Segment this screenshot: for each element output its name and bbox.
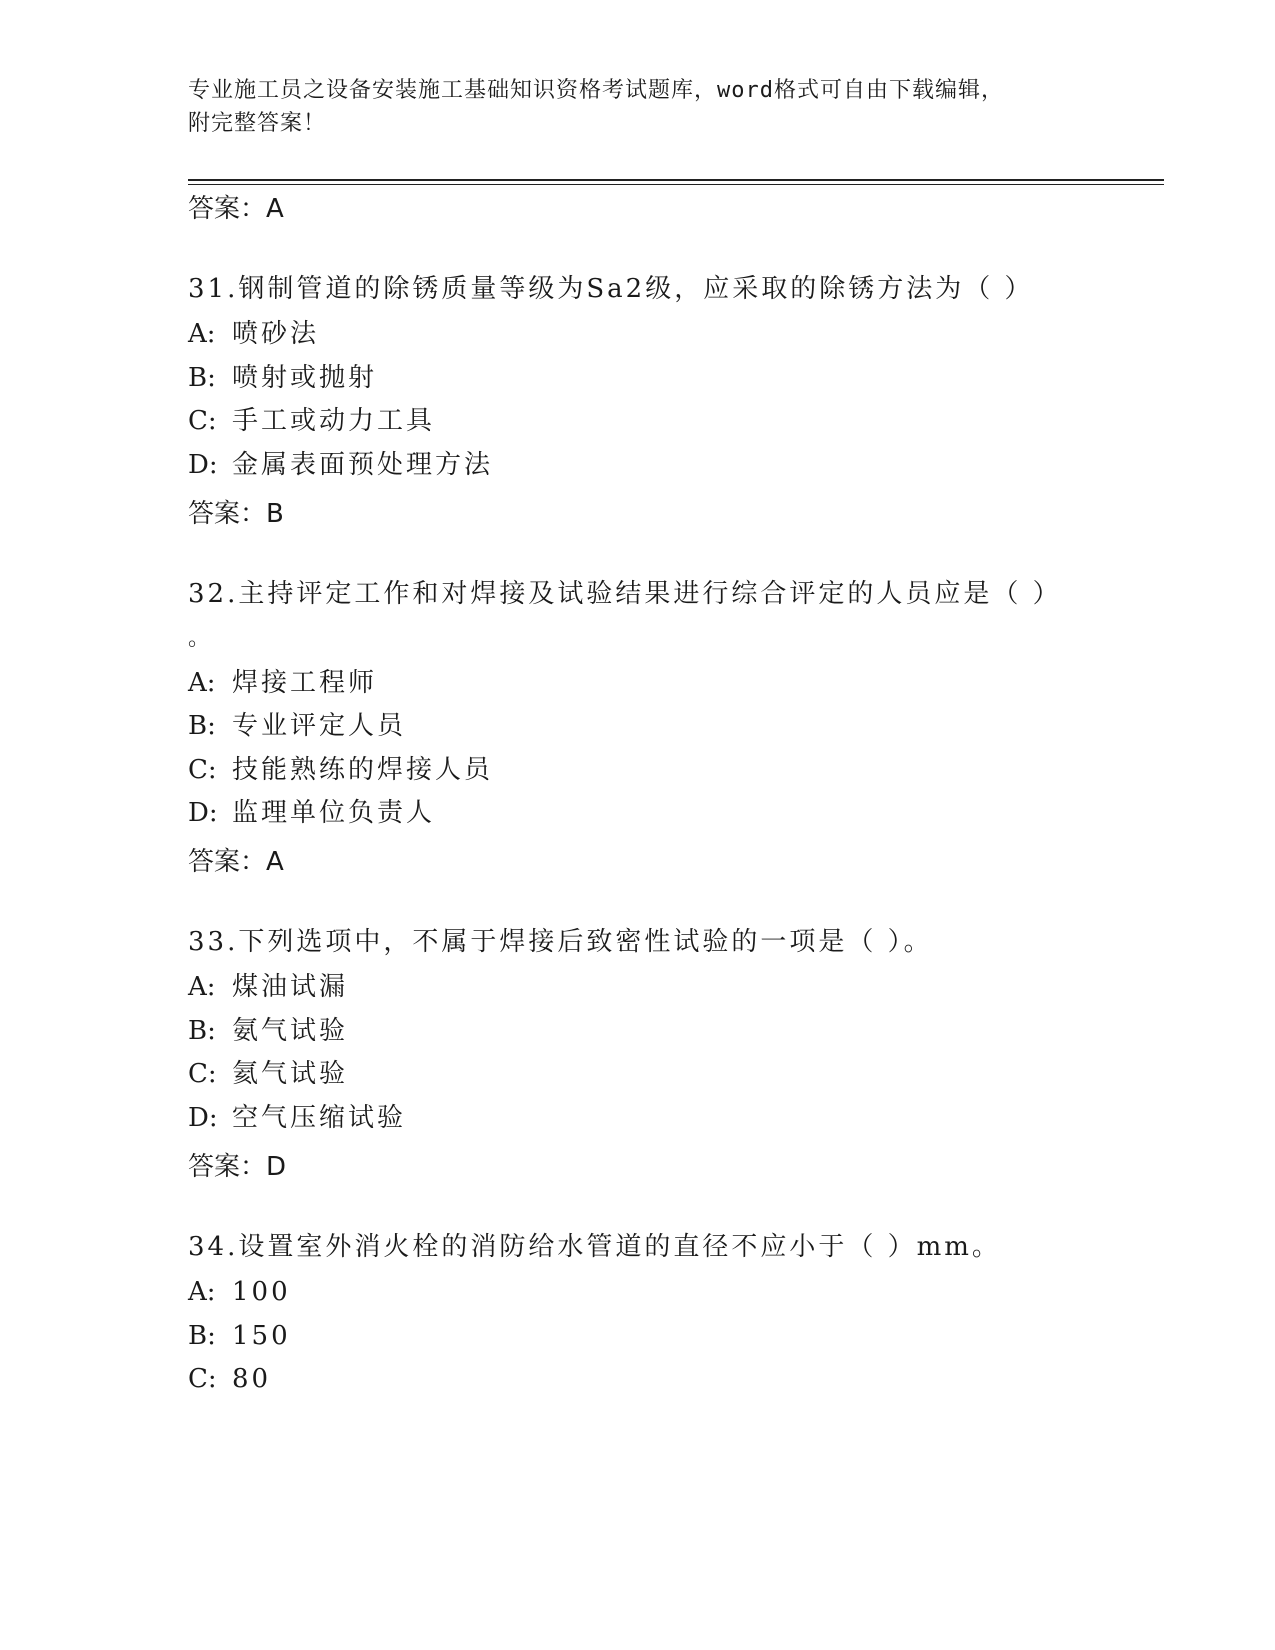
answer-32: 答案：A bbox=[188, 847, 284, 877]
header-line-1: 专业施工员之设备安装施工基础知识资格考试题库，word格式可自由下载编辑， bbox=[188, 78, 1004, 103]
option-key: D: bbox=[188, 798, 218, 828]
previous-answer: 答案：A bbox=[188, 194, 284, 224]
option-b bbox=[188, 1014, 348, 1048]
option-c bbox=[188, 753, 493, 787]
option-text: 煤油试漏 bbox=[232, 972, 349, 1002]
option-key: C: bbox=[188, 406, 217, 436]
option-key: B: bbox=[188, 711, 216, 741]
option-text: 监理单位负责人 bbox=[232, 798, 436, 828]
option-text: 氦气试验 bbox=[232, 1059, 349, 1089]
option-text: 焊接工程师 bbox=[232, 668, 378, 698]
option-c bbox=[188, 404, 435, 438]
question-33: 33.下列选项中，不属于焊接后致密性试验的一项是（ ）。 bbox=[188, 927, 933, 957]
answer-31: 答案：B bbox=[188, 499, 284, 529]
option-c bbox=[188, 1362, 271, 1396]
option-text: 专业评定人员 bbox=[232, 711, 407, 741]
header-divider-thick bbox=[188, 179, 1164, 181]
option-key: C: bbox=[188, 755, 217, 785]
option-d bbox=[188, 796, 435, 830]
option-text: 技能熟练的焊接人员 bbox=[232, 755, 494, 785]
option-key: A: bbox=[188, 319, 216, 349]
answer-33: 答案：D bbox=[188, 1152, 287, 1182]
option-text: 80 bbox=[232, 1364, 272, 1394]
document-header bbox=[188, 74, 1068, 140]
option-key: A: bbox=[188, 668, 216, 698]
option-c bbox=[188, 1057, 348, 1091]
option-d bbox=[188, 448, 493, 482]
header-divider-thin bbox=[188, 184, 1164, 185]
option-key: A: bbox=[188, 1277, 216, 1307]
option-text: 氨气试验 bbox=[232, 1016, 349, 1046]
option-a bbox=[188, 666, 377, 700]
option-a bbox=[188, 970, 348, 1004]
option-a bbox=[188, 317, 319, 351]
option-text: 100 bbox=[232, 1277, 291, 1307]
option-key: D: bbox=[188, 1103, 218, 1133]
question-34: 34.设置室外消火栓的消防给水管道的直径不应小于（ ）mm。 bbox=[188, 1232, 1001, 1262]
option-text: 150 bbox=[232, 1321, 291, 1351]
option-text: 金属表面预处理方法 bbox=[232, 450, 494, 480]
option-b bbox=[188, 361, 377, 395]
option-key: C: bbox=[188, 1364, 217, 1394]
option-text: 手工或动力工具 bbox=[232, 406, 436, 436]
option-key: B: bbox=[188, 363, 216, 393]
option-b bbox=[188, 709, 406, 743]
option-key: D: bbox=[188, 450, 218, 480]
option-key: B: bbox=[188, 1321, 216, 1351]
option-key: B: bbox=[188, 1016, 216, 1046]
option-text: 喷射或抛射 bbox=[232, 363, 378, 393]
option-key: C: bbox=[188, 1059, 217, 1089]
header-line-2: 附完整答案！ bbox=[188, 111, 327, 136]
question-32-continuation: 。 bbox=[188, 626, 211, 651]
option-b bbox=[188, 1319, 291, 1353]
question-32: 32.主持评定工作和对焊接及试验结果进行综合评定的人员应是（ ） bbox=[188, 579, 1062, 609]
question-31: 31.钢制管道的除锈质量等级为Sa2级，应采取的除锈方法为（ ） bbox=[188, 274, 1034, 304]
option-key: A: bbox=[188, 972, 216, 1002]
option-text: 喷砂法 bbox=[232, 319, 320, 349]
option-d bbox=[188, 1101, 406, 1135]
option-a bbox=[188, 1275, 291, 1309]
option-text: 空气压缩试验 bbox=[232, 1103, 407, 1133]
